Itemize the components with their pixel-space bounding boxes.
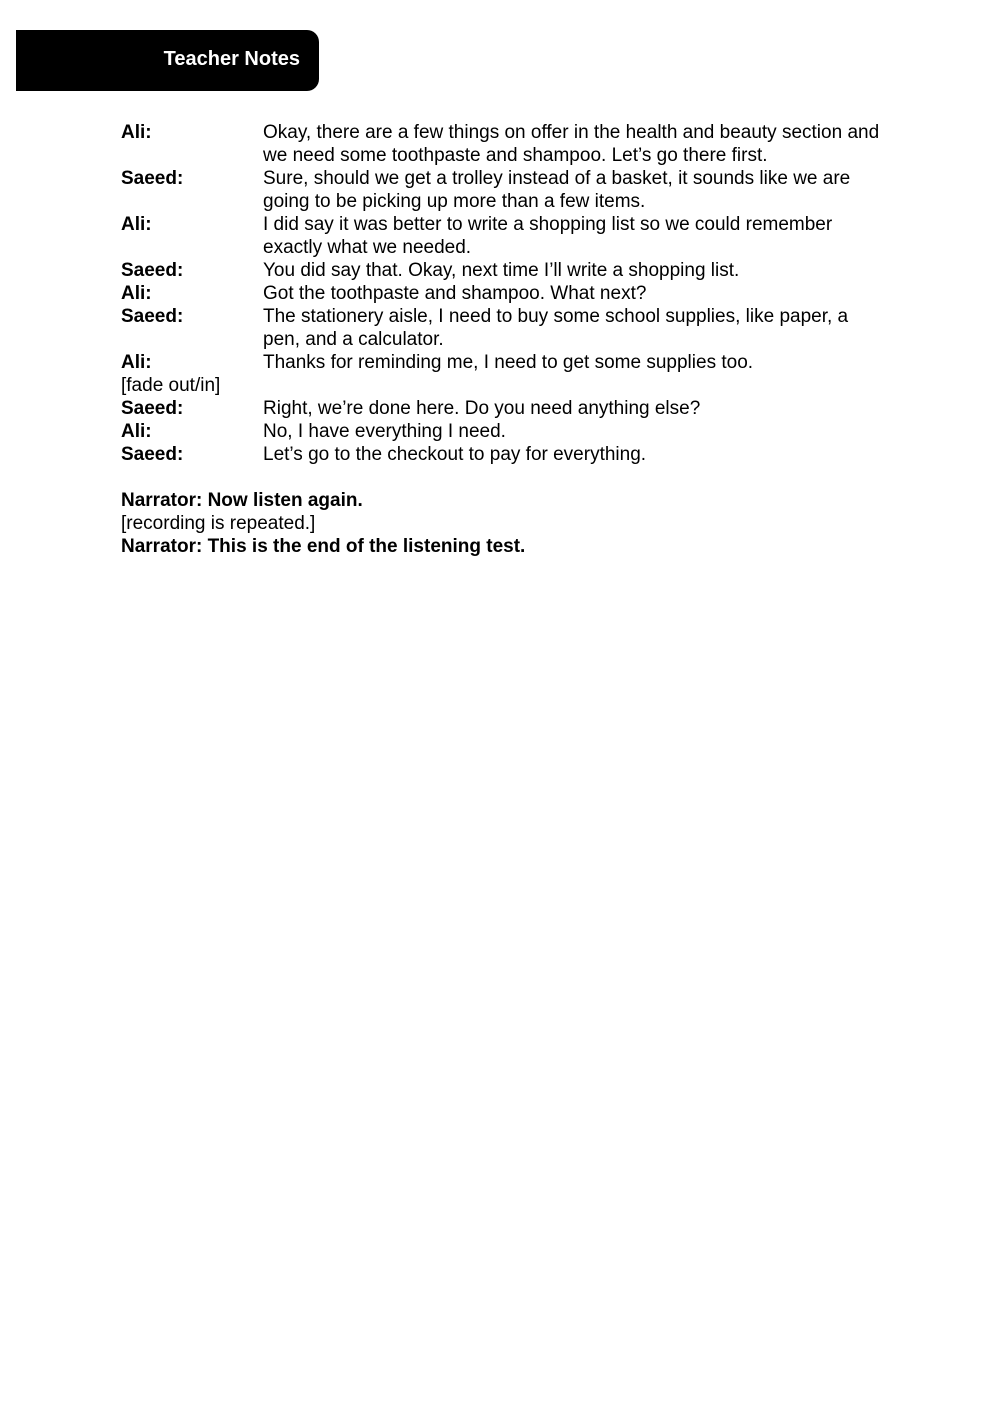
speaker-label: Saeed: xyxy=(121,168,184,189)
dialogue-line xyxy=(121,121,881,167)
dialogue-line xyxy=(121,282,881,305)
speaker-label: Saeed: xyxy=(121,306,184,327)
dialogue-line xyxy=(121,305,881,351)
dialogue-line xyxy=(121,213,881,259)
recording-repeat-note: [recording is repeated.] xyxy=(121,513,316,534)
narrator-end: Narrator: This is the end of the listening test. xyxy=(121,536,526,557)
header-tab xyxy=(16,30,319,91)
speech-text: Sure, should we get a trolley instead of a basket, it sounds like we are going to be picking up more than a few items. xyxy=(263,168,851,212)
transcript xyxy=(121,121,881,558)
speech-text: Thanks for reminding me, I need to get some supplies too. xyxy=(263,352,754,373)
dialogue-line xyxy=(121,259,881,282)
speech-text: Got the toothpaste and shampoo. What next? xyxy=(263,283,647,304)
speaker-label: Ali: xyxy=(121,122,152,143)
speaker-label: Saeed: xyxy=(121,444,184,465)
speaker-label: Saeed: xyxy=(121,398,184,419)
narrator-listen-again: Narrator: Now listen again. xyxy=(121,490,363,511)
speech-text: Okay, there are a few things on offer in the health and beauty section and we need some toothpaste and shampoo. Let’s go there first. xyxy=(263,122,880,166)
dialogue-line xyxy=(121,420,881,443)
speech-text: Let’s go to the checkout to pay for everything. xyxy=(263,444,647,465)
speaker-label: Ali: xyxy=(121,214,152,235)
dialogue-line xyxy=(121,397,881,420)
speaker-label: Saeed: xyxy=(121,260,184,281)
dialogue-line xyxy=(121,167,881,213)
speech-text: You did say that. Okay, next time I’ll write a shopping list. xyxy=(263,260,740,281)
dialogue-line xyxy=(121,443,881,466)
paragraph-gap xyxy=(121,466,881,489)
dialogue-line xyxy=(121,351,881,374)
speaker-label: Ali: xyxy=(121,352,152,373)
speech-text: I did say it was better to write a shopping list so we could remember exactly what we needed. xyxy=(263,214,833,258)
speech-text: Right, we’re done here. Do you need anything else? xyxy=(263,398,701,419)
speaker-label: Ali: xyxy=(121,421,152,442)
speaker-label: Ali: xyxy=(121,283,152,304)
header-title: Teacher Notes xyxy=(163,48,300,70)
speech-text: No, I have everything I need. xyxy=(263,421,506,442)
speech-text: The stationery aisle, I need to buy some school supplies, like paper, a pen, and a calculator. xyxy=(263,306,849,350)
stage-direction: [fade out/in] xyxy=(121,375,221,396)
